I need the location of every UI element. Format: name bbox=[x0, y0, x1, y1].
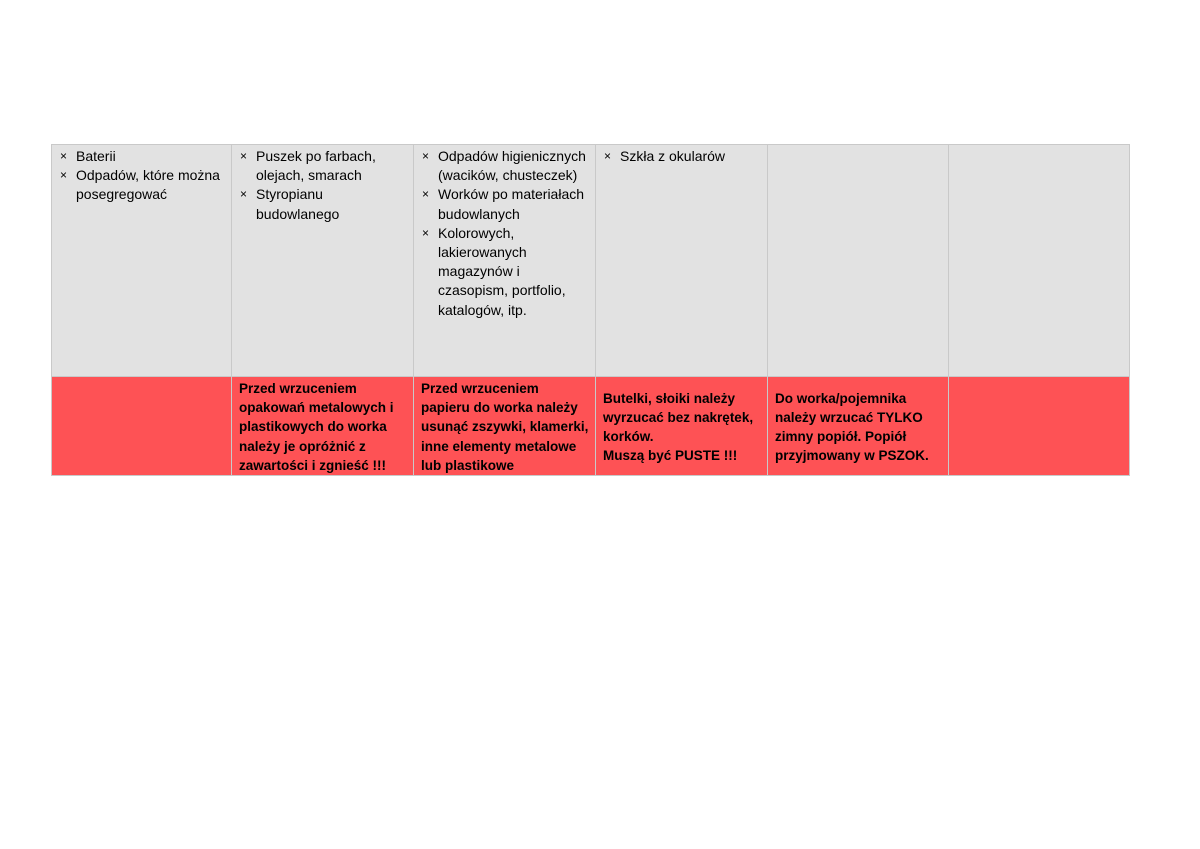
list-item: × Odpadów, które można posegregować bbox=[60, 167, 220, 203]
list-item: × Odpadów higienicznych (wacików, chusteczek) bbox=[422, 148, 586, 184]
cross-bullet-icon: × bbox=[422, 149, 430, 163]
note-ash: Do worka/pojemnika należy wrzucać TYLKO zimny popiół. Popiół przyjmowany w PSZOK. bbox=[775, 390, 929, 464]
waste-segregation-table bbox=[51, 144, 1130, 476]
cross-bullet-icon: × bbox=[60, 168, 68, 183]
note-metal-plastic: Przed wrzuceniem opakowań metalowych i plastikowych do worka należy je opróżnić z zawartości i zgnieść !!! bbox=[239, 381, 394, 473]
notes-row bbox=[52, 377, 1130, 476]
note-glass: Butelki, słoiki należy wyrzucać bez nakrętek, korków. Muszą być PUSTE !!! bbox=[596, 387, 767, 466]
note-paper: Przed wrzuceniem papieru do worka należy usunąć zszywki, klamerki, inne elementy metalowe lub plastikowe bbox=[421, 381, 589, 473]
note-cell-metal-plastic bbox=[232, 377, 414, 476]
excluded-cell-metal-plastic bbox=[232, 145, 414, 377]
excluded-list bbox=[52, 145, 231, 205]
cross-bullet-icon: × bbox=[422, 187, 430, 202]
cross-bullet-icon: × bbox=[422, 225, 430, 240]
list-item: × Puszek po farbach, olejach, smarach bbox=[240, 148, 376, 184]
cross-bullet-icon: × bbox=[60, 149, 68, 163]
cross-bullet-icon: × bbox=[604, 149, 612, 163]
excluded-items-row bbox=[52, 145, 1130, 377]
excluded-cell-paper bbox=[414, 145, 596, 377]
note-cell-paper bbox=[414, 377, 596, 476]
excluded-cell-ash bbox=[768, 145, 949, 377]
note-cell-mixed bbox=[52, 377, 232, 476]
cross-bullet-icon: × bbox=[240, 187, 248, 202]
excluded-list bbox=[232, 145, 413, 224]
list-item: × Baterii bbox=[58, 147, 225, 166]
excluded-list bbox=[414, 145, 595, 320]
excluded-cell-mixed bbox=[52, 145, 232, 377]
list-item: × Szkła z okularów bbox=[602, 147, 761, 166]
list-item: × Kolorowych, lakierowanych magazynów i czasopism, portfolio, katalogów, itp. bbox=[422, 224, 566, 318]
excluded-cell-glass bbox=[596, 145, 768, 377]
note-cell-glass bbox=[596, 377, 768, 476]
excluded-cell-empty bbox=[949, 145, 1130, 377]
note-cell-ash bbox=[768, 377, 949, 476]
list-item: × Styropianu budowlanego bbox=[240, 186, 340, 222]
note-cell-empty bbox=[949, 377, 1130, 476]
note-glass-empty-warning: Muszą być PUSTE !!! bbox=[603, 448, 738, 464]
cross-bullet-icon: × bbox=[240, 149, 248, 163]
list-item: × Worków po materiałach budowlanych bbox=[422, 186, 585, 222]
excluded-list bbox=[596, 145, 767, 166]
